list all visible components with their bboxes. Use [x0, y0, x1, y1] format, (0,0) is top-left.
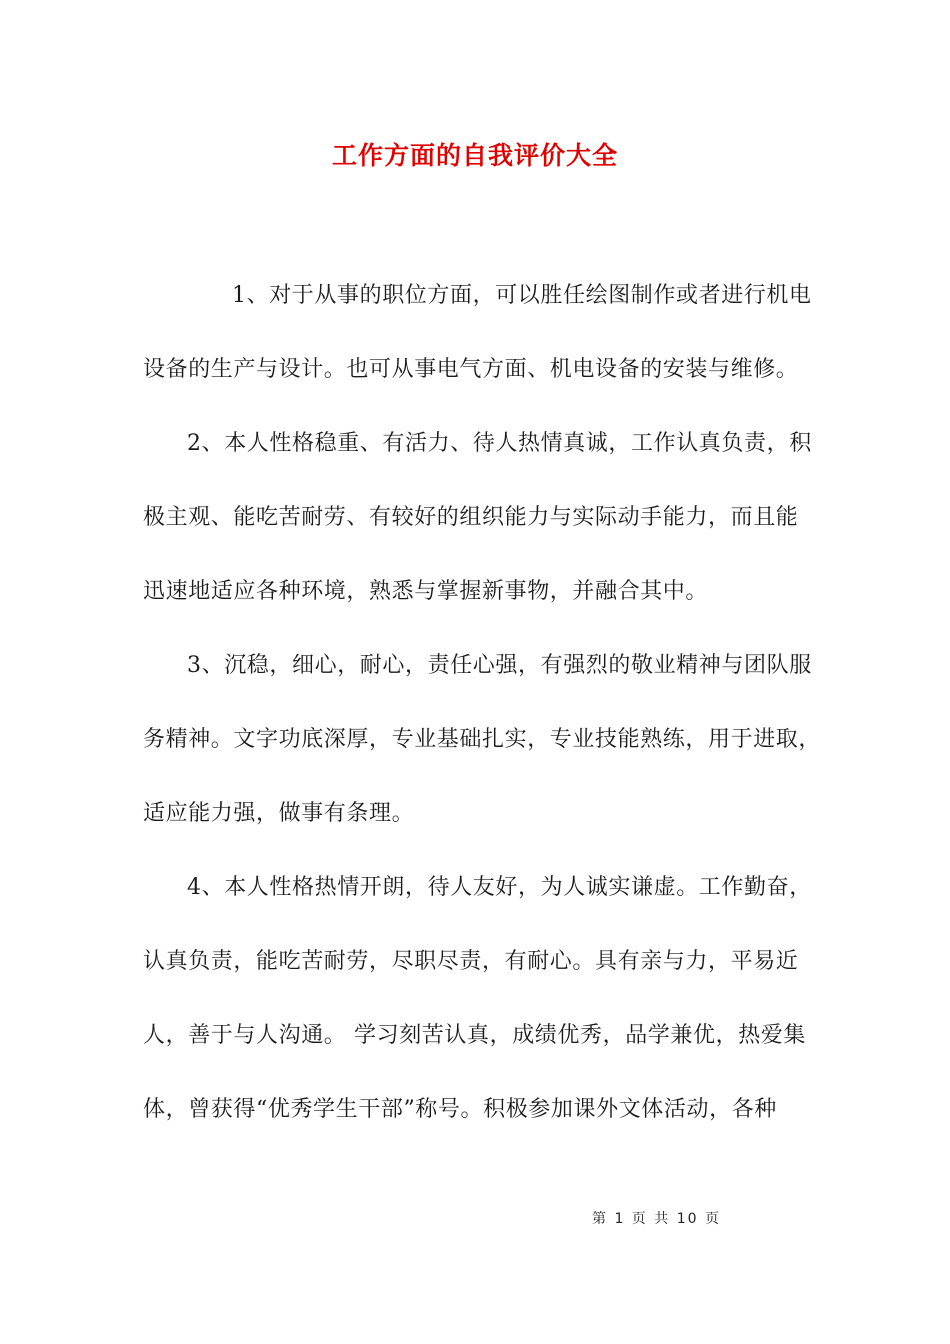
text-line: 认真负责，能吃苦耐劳，尽职尽责，有耐心。具有亲与力，平易近 [143, 949, 799, 974]
document-body [143, 276, 822, 1164]
document-title: 工作方面的自我评价大全 [331, 141, 618, 170]
text-line: 4、本人性格热情开朗，待人友好，为人诚实谦虚。工作勤奋， [187, 875, 812, 900]
text-line: 适应能力强，做事有条理。 [143, 801, 415, 826]
page-number-footer: 第 1 页 共 10 页 [592, 1211, 721, 1227]
text-line: 3、沉稳，细心，耐心，责任心强，有强烈的敬业精神与团队服 [187, 653, 812, 678]
text-line: 务精神。文字功底深厚，专业基础扎实，专业技能熟练，用于进取， [143, 727, 822, 752]
text-line: 1、对于从事的职位方面，可以胜任绘图制作或者进行机电 [232, 283, 812, 308]
text-line: 设备的生产与设计。也可从事电气方面、机电设备的安装与维修。 [143, 357, 799, 382]
text-line: 人，善于与人沟通。 学习刻苦认真，成绩优秀，品学兼优，热爱集 [143, 1023, 806, 1048]
text-line: 极主观、能吃苦耐劳、有较好的组织能力与实际动手能力，而且能 [143, 505, 799, 530]
text-line: 体，曾获得“优秀学生干部”称号。积极参加课外文体活动，各种 [143, 1097, 777, 1122]
text-line: 迅速地适应各种环境，熟悉与掌握新事物，并融合其中。 [143, 579, 709, 604]
text-line: 2、本人性格稳重、有活力、待人热情真诚，工作认真负责，积 [187, 431, 812, 456]
